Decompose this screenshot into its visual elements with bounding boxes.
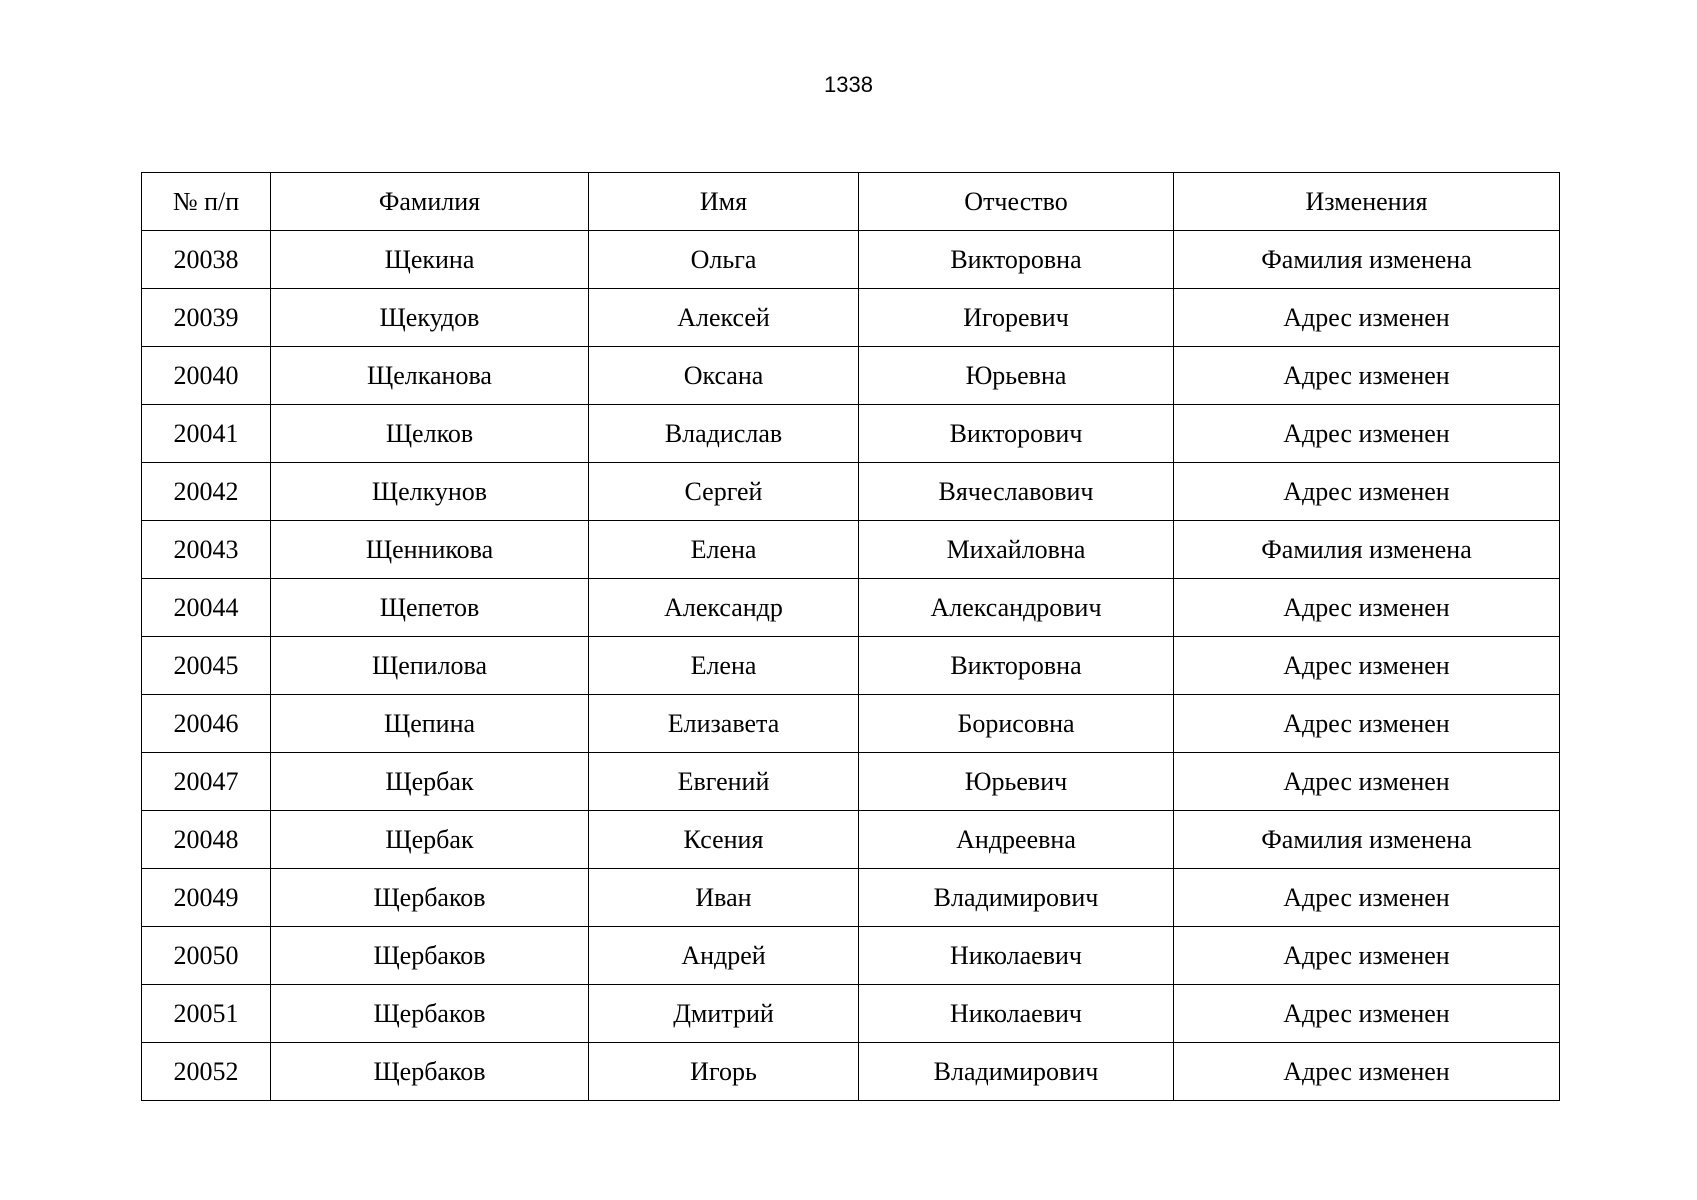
table-row <box>142 521 1560 579</box>
cell-last-name: Щепетов <box>271 579 589 637</box>
cell-num: 20039 <box>142 289 271 347</box>
cell-last-name: Щепина <box>271 695 589 753</box>
cell-last-name: Щелкунов <box>271 463 589 521</box>
cell-first-name: Дмитрий <box>589 985 859 1043</box>
table-row <box>142 869 1560 927</box>
cell-patronymic: Владимирович <box>859 1043 1174 1101</box>
cell-first-name: Оксана <box>589 347 859 405</box>
table-header <box>142 173 1560 231</box>
cell-num: 20050 <box>142 927 271 985</box>
table-row <box>142 985 1560 1043</box>
register-table <box>141 172 1560 1101</box>
cell-num: 20048 <box>142 811 271 869</box>
table-row <box>142 927 1560 985</box>
cell-first-name: Евгений <box>589 753 859 811</box>
cell-last-name: Щербаков <box>271 1043 589 1101</box>
cell-num: 20049 <box>142 869 271 927</box>
table-row <box>142 695 1560 753</box>
cell-patronymic: Николаевич <box>859 985 1174 1043</box>
cell-num: 20051 <box>142 985 271 1043</box>
cell-first-name: Алексей <box>589 289 859 347</box>
cell-last-name: Щенникова <box>271 521 589 579</box>
table-row <box>142 405 1560 463</box>
cell-patronymic: Владимирович <box>859 869 1174 927</box>
cell-changes: Адрес изменен <box>1174 405 1560 463</box>
table-row <box>142 231 1560 289</box>
cell-first-name: Елена <box>589 521 859 579</box>
table-row <box>142 1043 1560 1101</box>
cell-changes: Адрес изменен <box>1174 1043 1560 1101</box>
cell-changes: Фамилия изменена <box>1174 521 1560 579</box>
cell-num: 20045 <box>142 637 271 695</box>
cell-first-name: Игорь <box>589 1043 859 1101</box>
cell-first-name: Владислав <box>589 405 859 463</box>
cell-last-name: Щекина <box>271 231 589 289</box>
header-changes: Изменения <box>1174 173 1560 231</box>
cell-first-name: Иван <box>589 869 859 927</box>
cell-changes: Адрес изменен <box>1174 347 1560 405</box>
cell-first-name: Сергей <box>589 463 859 521</box>
cell-changes: Адрес изменен <box>1174 579 1560 637</box>
cell-patronymic: Борисовна <box>859 695 1174 753</box>
cell-changes: Адрес изменен <box>1174 637 1560 695</box>
cell-patronymic: Вячеславович <box>859 463 1174 521</box>
cell-patronymic: Игоревич <box>859 289 1174 347</box>
header-num: № п/п <box>142 173 271 231</box>
header-patronymic: Отчество <box>859 173 1174 231</box>
cell-last-name: Щербак <box>271 753 589 811</box>
table-row <box>142 347 1560 405</box>
header-first-name: Имя <box>589 173 859 231</box>
header-row <box>142 173 1560 231</box>
cell-last-name: Щелков <box>271 405 589 463</box>
cell-last-name: Щепилова <box>271 637 589 695</box>
cell-patronymic: Викторович <box>859 405 1174 463</box>
table-body <box>142 231 1560 1101</box>
cell-patronymic: Николаевич <box>859 927 1174 985</box>
cell-patronymic: Юрьевна <box>859 347 1174 405</box>
table-row <box>142 289 1560 347</box>
cell-patronymic: Александрович <box>859 579 1174 637</box>
cell-num: 20052 <box>142 1043 271 1101</box>
cell-patronymic: Юрьевич <box>859 753 1174 811</box>
cell-changes: Адрес изменен <box>1174 869 1560 927</box>
cell-changes: Адрес изменен <box>1174 289 1560 347</box>
cell-first-name: Александр <box>589 579 859 637</box>
cell-first-name: Ольга <box>589 231 859 289</box>
cell-changes: Адрес изменен <box>1174 985 1560 1043</box>
cell-num: 20047 <box>142 753 271 811</box>
table-row <box>142 579 1560 637</box>
cell-changes: Адрес изменен <box>1174 753 1560 811</box>
cell-num: 20044 <box>142 579 271 637</box>
cell-changes: Адрес изменен <box>1174 463 1560 521</box>
table-row <box>142 753 1560 811</box>
cell-first-name: Ксения <box>589 811 859 869</box>
cell-patronymic: Викторовна <box>859 231 1174 289</box>
cell-num: 20046 <box>142 695 271 753</box>
cell-changes: Фамилия изменена <box>1174 231 1560 289</box>
header-last-name: Фамилия <box>271 173 589 231</box>
cell-patronymic: Андреевна <box>859 811 1174 869</box>
table-row <box>142 637 1560 695</box>
cell-num: 20041 <box>142 405 271 463</box>
cell-last-name: Щербаков <box>271 927 589 985</box>
cell-num: 20040 <box>142 347 271 405</box>
table-row <box>142 811 1560 869</box>
cell-patronymic: Викторовна <box>859 637 1174 695</box>
cell-first-name: Елизавета <box>589 695 859 753</box>
cell-last-name: Щелканова <box>271 347 589 405</box>
cell-patronymic: Михайловна <box>859 521 1174 579</box>
cell-last-name: Щербак <box>271 811 589 869</box>
cell-first-name: Елена <box>589 637 859 695</box>
cell-last-name: Щекудов <box>271 289 589 347</box>
page-number: 1338 <box>824 72 873 97</box>
cell-num: 20038 <box>142 231 271 289</box>
cell-changes: Адрес изменен <box>1174 695 1560 753</box>
cell-changes: Адрес изменен <box>1174 927 1560 985</box>
cell-num: 20042 <box>142 463 271 521</box>
cell-changes: Фамилия изменена <box>1174 811 1560 869</box>
cell-last-name: Щербаков <box>271 985 589 1043</box>
table-row <box>142 463 1560 521</box>
cell-first-name: Андрей <box>589 927 859 985</box>
cell-last-name: Щербаков <box>271 869 589 927</box>
cell-num: 20043 <box>142 521 271 579</box>
